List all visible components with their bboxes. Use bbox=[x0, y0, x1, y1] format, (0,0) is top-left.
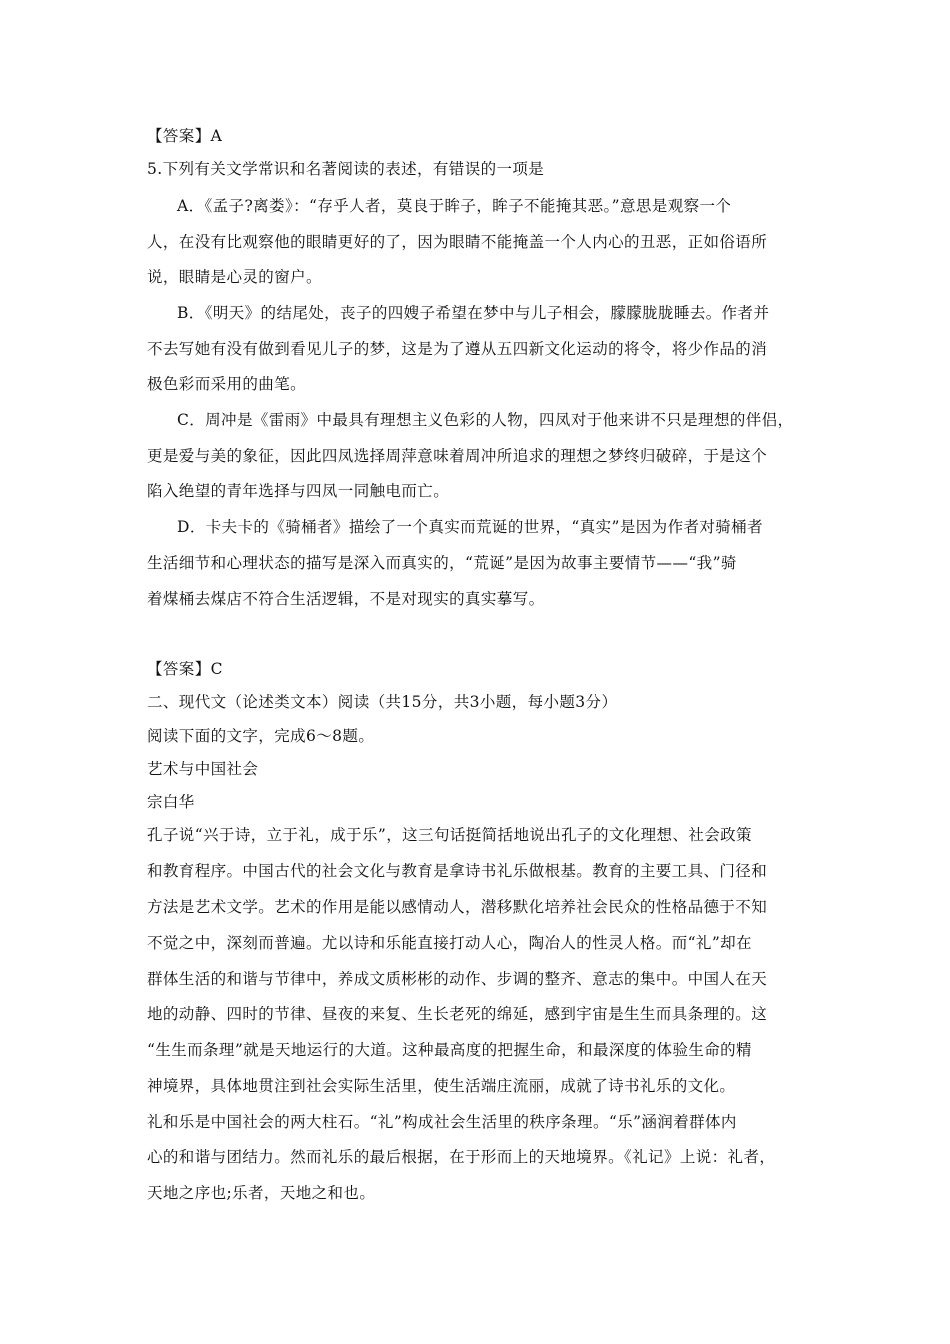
paragraph-line: 神境界，具体地贯注到社会实际生活里，使生活端庄流丽，成就了诗书礼乐的文化。 bbox=[147, 1077, 736, 1095]
option-c-line: 更是爱与美的象征，因此四凤选择周萍意味着周冲所追求的理想之梦终归破碎，于是这个 bbox=[147, 447, 768, 465]
option-d-line: D．卡夫卡的《骑桶者》描绘了一个真实而荒诞的世界，“真实”是因为作者对骑桶者 bbox=[177, 518, 763, 536]
paragraph-line: 天地之序也;乐者，天地之和也。 bbox=[147, 1184, 376, 1202]
option-c-line: 陷入绝望的青年选择与四凤一同触电而亡。 bbox=[147, 482, 450, 500]
paragraph-line: 方法是艺术文学。艺术的作用是能以感情动人，潜移默化培养社会民众的性格品德于不知 bbox=[147, 898, 768, 916]
option-b-line: 不去写她有没有做到看见儿子的梦，这是为了遵从五四新文化运动的将令，将少作品的消 bbox=[147, 340, 768, 358]
section-heading: 二、现代文（论述类文本）阅读（共15分，共3小题，每小题3分） bbox=[147, 693, 618, 711]
option-b-line: 极色彩而采用的曲笔。 bbox=[147, 375, 307, 393]
option-a-line: A．《孟子?离娄》：“存乎人者，莫良于眸子，眸子不能掩其恶。”意思是观察一个 bbox=[177, 197, 732, 215]
paragraph-line: 孔子说“兴于诗，立于礼，成于乐”，这三句话挺简括地说出孔子的文化理想、社会政策 bbox=[147, 826, 752, 844]
paragraph-line: 群体生活的和谐与节律中，养成文质彬彬的动作、步调的整齐、意志的集中。中国人在天 bbox=[147, 970, 768, 988]
paragraph-line: “生生而条理”就是天地运行的大道。这种最高度的把握生命，和最深度的体验生命的精 bbox=[147, 1041, 752, 1059]
paragraph-line: 地的动静、四时的节律、昼夜的来复、生长老死的绵延，感到宇宙是生生而具条理的。这 bbox=[147, 1005, 768, 1023]
paragraph-line: 礼和乐是中国社会的两大柱石。“礼”构成社会生活里的秩序条理。“乐”涵润着群体内 bbox=[147, 1113, 737, 1131]
option-d-line: 着煤桶去煤店不符合生活逻辑，不是对现实的真实摹写。 bbox=[147, 590, 545, 608]
paragraph-line: 心的和谐与团结力。然而礼乐的最后根据，在于形而上的天地境界。《礼记》上说：礼者， bbox=[147, 1148, 776, 1166]
article-title: 艺术与中国社会 bbox=[147, 760, 259, 778]
q5-answer: 【答案】C bbox=[147, 660, 223, 678]
option-c-line: C．周冲是《雷雨》中最具有理想主义色彩的人物，四凤对于他来讲不只是理想的伴侣， bbox=[177, 411, 794, 429]
option-a-line: 人，在没有比观察他的眼睛更好的了，因为眼睛不能掩盖一个人内心的丑恶，正如俗语所 bbox=[147, 233, 768, 251]
option-a-line: 说，眼睛是心灵的窗户。 bbox=[147, 268, 322, 286]
paragraph-line: 和教育程序。中国古代的社会文化与教育是拿诗书礼乐做根基。教育的主要工具、门径和 bbox=[147, 862, 768, 880]
option-d-line: 生活细节和心理状态的描写是深入而真实的，“荒诞”是因为故事主要情节——“我”骑 bbox=[147, 554, 737, 572]
q5-question: 5.下列有关文学常识和名著阅读的表述，有错误的一项是 bbox=[147, 160, 545, 178]
article-author: 宗白华 bbox=[147, 793, 195, 811]
paragraph-line: 不觉之中，深刻而普遍。尤以诗和乐能直接打动人心，陶冶人的性灵人格。而“礼”却在 bbox=[147, 934, 752, 952]
reading-instruction: 阅读下面的文字，完成6～8题。 bbox=[147, 727, 375, 745]
option-b-line: B．《明天》的结尾处，丧子的四嫂子希望在梦中与儿子相会，朦朦胧胧睡去。作者并 bbox=[177, 304, 770, 322]
q4-answer: 【答案】A bbox=[147, 127, 223, 145]
